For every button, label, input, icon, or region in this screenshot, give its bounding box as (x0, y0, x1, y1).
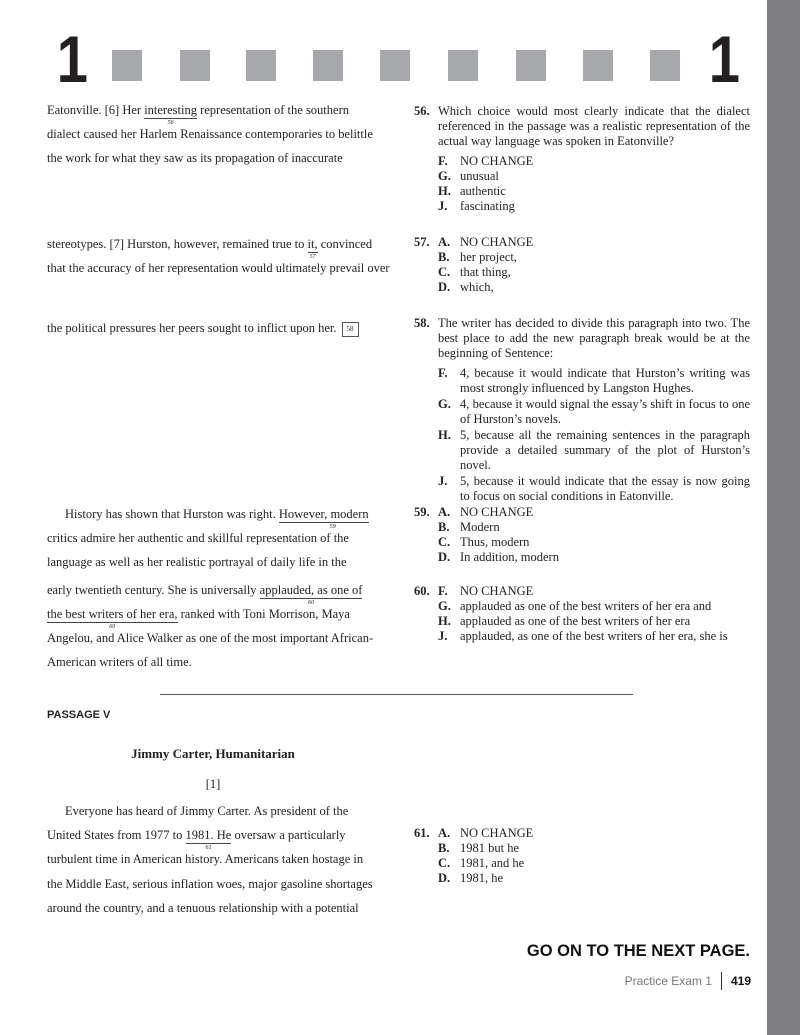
option-text: 5, because it would indicate that the essay is now going to focus on social conditions in Eatonville. (460, 474, 750, 503)
header-square (112, 50, 142, 81)
answer-option[interactable] (438, 826, 750, 841)
option-text: Thus, modern (460, 535, 530, 549)
option-letter: C. (438, 856, 451, 870)
option-letter: B. (438, 841, 450, 855)
passage-text: critics admire her authentic and skillful representation of the (47, 531, 349, 545)
passage-line (47, 530, 349, 546)
passage-text: United States from 1977 to (47, 828, 186, 842)
passage-line (47, 582, 363, 606)
option-text: unusual (460, 169, 499, 183)
answer-option[interactable] (438, 428, 750, 473)
passage-line (47, 260, 390, 276)
question-61 (414, 826, 750, 886)
passage-line (47, 150, 343, 166)
question-60 (414, 584, 750, 644)
option-letter: G. (438, 169, 451, 183)
option-text: that thing, (460, 265, 511, 279)
option-text: Modern (460, 520, 500, 534)
passage-line (47, 102, 349, 126)
passage-text: ranked with Toni Morrison, Maya (177, 607, 350, 621)
passage-text: convinced (317, 237, 373, 251)
answer-option[interactable] (438, 235, 750, 250)
header-square (313, 50, 343, 81)
option-letter: B. (438, 250, 450, 264)
answer-option[interactable] (438, 366, 750, 396)
option-text: 1981, and he (460, 856, 525, 870)
option-text: 1981 but he (460, 841, 520, 855)
option-text: NO CHANGE (460, 505, 534, 519)
page-footer (625, 972, 751, 990)
option-letter: J. (438, 474, 448, 488)
passage-text: American writers of all time. (47, 655, 192, 669)
underlined-portion-57[interactable] (307, 237, 318, 260)
header-square (380, 50, 410, 81)
answer-option[interactable] (438, 265, 750, 280)
underlined-portion-60[interactable] (47, 607, 178, 630)
answer-option[interactable] (438, 599, 750, 614)
question-number: 61. (414, 826, 430, 840)
header-square (650, 50, 680, 81)
passage-line (47, 876, 373, 892)
passage-title: Jimmy Carter, Humanitarian (131, 746, 295, 761)
passage-text: Everyone has heard of Jimmy Carter. As president of the (65, 804, 349, 818)
option-letter: B. (438, 520, 450, 534)
answer-option[interactable] (438, 280, 750, 295)
passage-text: the political pressures her peers sought to inflict upon her. (47, 321, 337, 335)
passage-text: History has shown that Hurston was right. (65, 507, 279, 521)
option-text: applauded as one of the best writers of her era (460, 614, 691, 628)
header-square (583, 50, 613, 81)
section-number-right: 1 (708, 22, 740, 96)
question-ref-number: 60 (109, 624, 116, 630)
option-letter: A. (438, 235, 451, 249)
passage-divider (160, 694, 633, 695)
option-letter: A. (438, 826, 451, 840)
passage-line (47, 827, 346, 851)
underlined-text: it, (307, 237, 318, 251)
option-letter: C. (438, 265, 451, 279)
passage-text: dialect caused her Harlem Renaissance contemporaries to belittle (47, 127, 373, 141)
header-square (246, 50, 276, 81)
question-ref-number: 60 (308, 600, 315, 606)
question-ref-number: 61 (205, 845, 212, 851)
answer-option[interactable] (438, 629, 750, 644)
option-letter: D. (438, 280, 451, 294)
passage-line (47, 900, 359, 916)
question-57 (414, 235, 750, 295)
answer-option[interactable] (438, 169, 750, 184)
page-number: 419 (730, 974, 751, 988)
option-text: 4, because it would indicate that Hurston’s writing was most strongly influenced by Langston Hughes. (460, 366, 750, 395)
question-56 (414, 104, 750, 214)
passage-text: the Middle East, serious inflation woes, major gasoline shortages (47, 877, 373, 891)
passage-text: Angelou, and Alice Walker as one of the most important African- (47, 631, 374, 645)
option-text: which, (460, 280, 494, 294)
passage-text: stereotypes. [7] Hurston, however, remained true to (47, 237, 308, 251)
answer-option[interactable] (438, 250, 750, 265)
option-text: applauded, as one of the best writers of her era, she is (460, 629, 728, 643)
question-ref-number: 59 (329, 524, 336, 530)
answer-option[interactable] (438, 520, 750, 535)
answer-option[interactable] (438, 184, 750, 199)
question-number: 56. (414, 104, 430, 118)
option-letter: D. (438, 550, 451, 564)
answer-option[interactable] (438, 841, 750, 856)
passage-text: language as well as her realistic portrayal of daily life in the (47, 555, 347, 569)
question-box-58[interactable]: 58 (342, 322, 359, 337)
option-text: 5, because all the remaining sentences in the paragraph provide a detailed summary of the plot of Hurston’s novel. (460, 428, 750, 472)
page-edge-tab (767, 0, 800, 1035)
answer-options (414, 366, 750, 504)
option-letter: H. (438, 184, 451, 198)
option-letter: H. (438, 428, 451, 442)
option-letter: J. (438, 629, 448, 643)
passage-line (47, 554, 347, 570)
question-number: 58. (414, 316, 430, 330)
answer-option[interactable] (438, 584, 750, 599)
answer-option[interactable] (438, 474, 750, 504)
passage-text: around the country, and a tenuous relationship with a potential (47, 901, 359, 915)
passage-line (47, 236, 373, 260)
passage-line (47, 851, 363, 867)
book-title: Practice Exam 1 (624, 974, 712, 988)
option-letter: C. (438, 535, 451, 549)
passage-line (47, 630, 373, 646)
question-58 (414, 316, 750, 504)
option-text: NO CHANGE (460, 826, 534, 840)
passage-text: the work for what they saw as its propagation of inaccurate (47, 151, 343, 165)
passage-line (47, 126, 373, 142)
question-number: 57. (414, 235, 430, 249)
header-square (180, 50, 210, 81)
paragraph-number: [1] (205, 777, 221, 791)
answer-option[interactable] (438, 535, 750, 550)
passage-line (47, 320, 359, 337)
question-number: 59. (414, 505, 430, 519)
option-letter: G. (438, 397, 451, 411)
option-letter: F. (438, 154, 448, 168)
option-letter: A. (438, 505, 451, 519)
answer-options (414, 584, 750, 644)
answer-option[interactable] (438, 856, 750, 871)
underlined-portion-60[interactable] (259, 583, 363, 606)
passage-text: oversaw a particularly (231, 828, 346, 842)
underlined-text: the best writers of her era, (47, 607, 178, 621)
underlined-portion-59[interactable] (278, 507, 369, 530)
underlined-text: interesting (144, 103, 197, 117)
option-letter: D. (438, 871, 451, 885)
passage-text: representation of the southern (196, 103, 349, 117)
option-text: fascinating (460, 199, 515, 213)
option-text: NO CHANGE (460, 584, 534, 598)
passage-text: that the accuracy of her representation would ultimately prevail over (47, 261, 390, 275)
option-text: 4, because it would signal the essay’s shift in focus to one of Hurston’s novels. (460, 397, 750, 426)
answer-option[interactable] (438, 154, 750, 169)
underlined-portion-56[interactable] (144, 103, 197, 126)
option-letter: F. (438, 366, 448, 380)
footer-separator (721, 972, 722, 990)
underlined-text: applauded, as one of (259, 583, 363, 597)
answer-option[interactable] (438, 199, 750, 214)
passage-line (47, 654, 192, 670)
option-text: 1981, he (460, 871, 504, 885)
passage-line (47, 803, 348, 819)
option-text: NO CHANGE (460, 154, 534, 168)
option-text: In addition, modern (460, 550, 559, 564)
go-on-notice: GO ON TO THE NEXT PAGE. (526, 942, 750, 960)
header-square (448, 50, 478, 81)
underlined-text: 1981. He (185, 828, 232, 842)
header-square (516, 50, 546, 81)
section-number-left: 1 (56, 22, 88, 96)
question-stem: Which choice would most clearly indicate that the dialect referenced in the passage was a realistic representation of the actual way language was spoken in Eatonville? (438, 104, 750, 148)
answer-options (414, 826, 750, 886)
passage-text: Eatonville. [6] Her (47, 103, 145, 117)
answer-options (414, 154, 750, 214)
passage-label: PASSAGE V (47, 709, 111, 721)
option-letter: H. (438, 614, 451, 628)
option-text: NO CHANGE (460, 235, 534, 249)
passage-text: early twentieth century. She is universally (47, 583, 260, 597)
passage-text: turbulent time in American history. Americans taken hostage in (47, 852, 364, 866)
option-text: applauded as one of the best writers of her era and (460, 599, 712, 613)
question-ref-number: 57 (309, 254, 316, 260)
passage-line (47, 606, 350, 630)
option-text: authentic (460, 184, 506, 198)
question-stem: The writer has decided to divide this paragraph into two. The best place to add the new paragraph break would be at the beginning of Sentence: (438, 316, 750, 360)
option-letter: F. (438, 584, 448, 598)
underlined-text: However, modern (278, 507, 369, 521)
answer-option[interactable] (438, 871, 750, 886)
underlined-portion-61[interactable] (185, 828, 232, 851)
passage-line (47, 506, 369, 530)
answer-options (414, 235, 750, 295)
answer-option[interactable] (438, 505, 750, 520)
question-59 (414, 505, 750, 565)
answer-option[interactable] (438, 397, 750, 427)
question-number: 60. (414, 584, 430, 598)
option-letter: J. (438, 199, 448, 213)
answer-option[interactable] (438, 550, 750, 565)
question-ref-number: 56 (167, 120, 174, 126)
answer-options (414, 505, 750, 565)
option-text: her project, (460, 250, 517, 264)
option-letter: G. (438, 599, 451, 613)
answer-option[interactable] (438, 614, 750, 629)
